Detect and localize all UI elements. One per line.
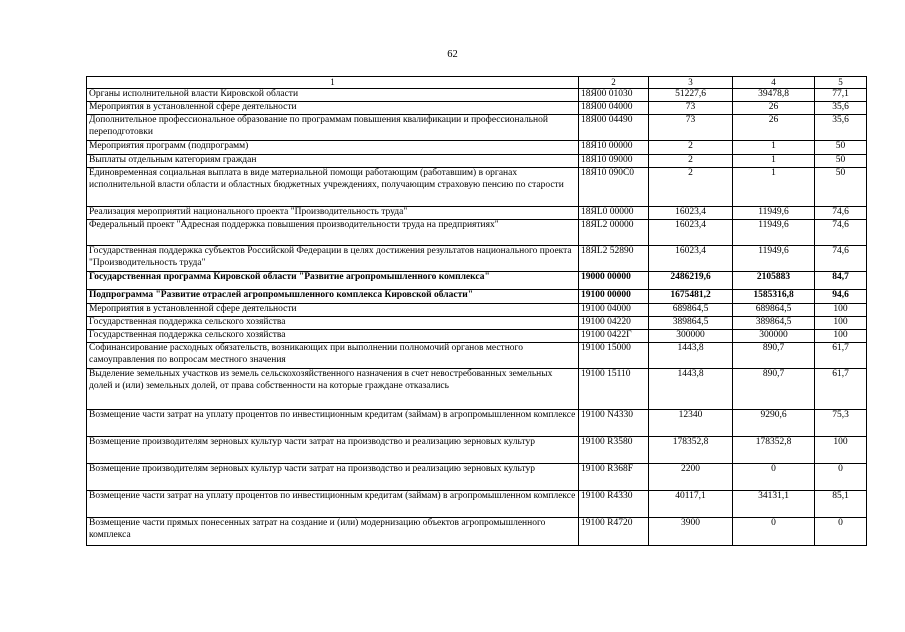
table-row: [87, 168, 867, 207]
planned-amount-cell: 2486219,6: [649, 272, 733, 290]
table-row: [87, 317, 867, 330]
planned-amount-cell: 73: [649, 102, 733, 115]
actual-amount-cell: 1: [733, 155, 815, 168]
row-name-cell: Возмещение производителям зерновых культур части затрат на производство и реализацию зерновых культур: [87, 464, 579, 491]
planned-amount-cell: 1675481,2: [649, 290, 733, 304]
actual-amount-cell: 1: [733, 168, 815, 207]
actual-amount-cell: 890,7: [733, 369, 815, 410]
percent-cell: 100: [815, 330, 867, 343]
column-header: 5: [815, 77, 867, 89]
row-name-cell: Органы исполнительной власти Кировской области: [87, 89, 579, 102]
planned-amount-cell: 73: [649, 115, 733, 141]
row-name-cell: Государственная поддержка сельского хозяйства: [87, 330, 579, 343]
percent-cell: 100: [815, 304, 867, 317]
budget-code-cell: 19100 04220: [579, 317, 649, 330]
budget-code-cell: 19100 04000: [579, 304, 649, 317]
table-body: [87, 89, 867, 546]
row-name-cell: Выделение земельных участков из земель сельскохозяйственного назначения в счет невостребованных земельных долей и (или) земельных долей, от права собственности на которые граждане отказались: [87, 369, 579, 410]
table-row: [87, 272, 867, 290]
budget-code-cell: 18Я00 01030: [579, 89, 649, 102]
budget-code-cell: 19100 0422Г: [579, 330, 649, 343]
planned-amount-cell: 51227,6: [649, 89, 733, 102]
planned-amount-cell: 2: [649, 155, 733, 168]
budget-code-cell: 18Я10 00000: [579, 141, 649, 155]
table-row: [87, 464, 867, 491]
budget-code-cell: 18Я10 09000: [579, 155, 649, 168]
actual-amount-cell: 11949,6: [733, 207, 815, 220]
actual-amount-cell: 1585316,8: [733, 290, 815, 304]
table-row: [87, 290, 867, 304]
actual-amount-cell: 34131,1: [733, 491, 815, 518]
row-name-cell: Государственная поддержка сельского хозяйства: [87, 317, 579, 330]
percent-cell: 61,7: [815, 369, 867, 410]
table-row: [87, 437, 867, 464]
percent-cell: 0: [815, 464, 867, 491]
percent-cell: 50: [815, 168, 867, 207]
percent-cell: 100: [815, 437, 867, 464]
row-name-cell: Софинансирование расходных обязательств, возникающих при выполнении полномочий органов местного самоуправления по вопросам местного значения: [87, 343, 579, 369]
table-row: [87, 330, 867, 343]
column-header: 2: [579, 77, 649, 89]
actual-amount-cell: 11949,6: [733, 220, 815, 246]
table-row: [87, 207, 867, 220]
budget-code-cell: 19100 15000: [579, 343, 649, 369]
actual-amount-cell: 689864,5: [733, 304, 815, 317]
percent-cell: 77,1: [815, 89, 867, 102]
actual-amount-cell: 26: [733, 102, 815, 115]
planned-amount-cell: 1443,8: [649, 369, 733, 410]
percent-cell: 100: [815, 317, 867, 330]
percent-cell: 94,6: [815, 290, 867, 304]
percent-cell: 74,6: [815, 246, 867, 272]
table-row: [87, 518, 867, 546]
planned-amount-cell: 16023,4: [649, 246, 733, 272]
planned-amount-cell: 40117,1: [649, 491, 733, 518]
actual-amount-cell: 389864,5: [733, 317, 815, 330]
budget-code-cell: 19100 R4330: [579, 491, 649, 518]
budget-code-cell: 19100 15110: [579, 369, 649, 410]
planned-amount-cell: 689864,5: [649, 304, 733, 317]
actual-amount-cell: 26: [733, 115, 815, 141]
budget-code-cell: 19100 R3580: [579, 437, 649, 464]
percent-cell: 74,6: [815, 220, 867, 246]
table-row: [87, 491, 867, 518]
actual-amount-cell: 300000: [733, 330, 815, 343]
actual-amount-cell: 9290,6: [733, 410, 815, 437]
row-name-cell: Реализация мероприятий национального проекта "Производительность труда": [87, 207, 579, 220]
budget-code-cell: 18Я00 04000: [579, 102, 649, 115]
budget-code-cell: 19100 N4330: [579, 410, 649, 437]
percent-cell: 50: [815, 155, 867, 168]
budget-code-cell: 19100 00000: [579, 290, 649, 304]
table-row: [87, 102, 867, 115]
table-row: [87, 220, 867, 246]
budget-code-cell: 18Я10 090С0: [579, 168, 649, 207]
table-row: [87, 410, 867, 437]
percent-cell: 74,6: [815, 207, 867, 220]
column-header: 4: [733, 77, 815, 89]
row-name-cell: Дополнительное профессиональное образование по программам повышения квалификации и профессиональной переподготовки: [87, 115, 579, 141]
page-number: 62: [447, 49, 458, 60]
actual-amount-cell: 1: [733, 141, 815, 155]
row-name-cell: Мероприятия программ (подпрограмм): [87, 141, 579, 155]
row-name-cell: Возмещение части затрат на уплату процентов по инвестиционным кредитам (займам) в агропромышленном комплексе: [87, 410, 579, 437]
row-name-cell: Возмещение части затрат на уплату процентов по инвестиционным кредитам (займам) в агропромышленном комплексе: [87, 491, 579, 518]
row-name-cell: Государственная поддержка субъектов Российской Федерации в целях достижения результатов национального проекта "Производительность труда": [87, 246, 579, 272]
budget-code-cell: 19000 00000: [579, 272, 649, 290]
planned-amount-cell: 300000: [649, 330, 733, 343]
actual-amount-cell: 0: [733, 518, 815, 546]
planned-amount-cell: 12340: [649, 410, 733, 437]
actual-amount-cell: 890,7: [733, 343, 815, 369]
percent-cell: 0: [815, 518, 867, 546]
table-row: [87, 246, 867, 272]
actual-amount-cell: 2105883: [733, 272, 815, 290]
percent-cell: 84,7: [815, 272, 867, 290]
row-name-cell: Единовременная социальная выплата в виде материальной помощи работающим (работавшим) в органах исполнительной власти области и областных бюджетных учреждениях, получающим страховую пенсию по старости: [87, 168, 579, 207]
planned-amount-cell: 16023,4: [649, 220, 733, 246]
percent-cell: 85,1: [815, 491, 867, 518]
planned-amount-cell: 2: [649, 168, 733, 207]
planned-amount-cell: 16023,4: [649, 207, 733, 220]
planned-amount-cell: 2: [649, 141, 733, 155]
actual-amount-cell: 11949,6: [733, 246, 815, 272]
column-header: 3: [649, 77, 733, 89]
table-row: [87, 343, 867, 369]
budget-code-cell: 18ЯL2 52890: [579, 246, 649, 272]
planned-amount-cell: 178352,8: [649, 437, 733, 464]
table-row: [87, 89, 867, 102]
row-name-cell: Возмещение части прямых понесенных затрат на создание и (или) модернизацию объектов агропромышленного комплекса: [87, 518, 579, 546]
table-row: [87, 141, 867, 155]
percent-cell: 75,3: [815, 410, 867, 437]
row-name-cell: Выплаты отдельным категориям граждан: [87, 155, 579, 168]
row-name-cell: Возмещение производителям зерновых культур части затрат на производство и реализацию зерновых культур: [87, 437, 579, 464]
column-number-row: [87, 77, 867, 89]
budget-table: [86, 76, 867, 546]
planned-amount-cell: 3900: [649, 518, 733, 546]
planned-amount-cell: 389864,5: [649, 317, 733, 330]
percent-cell: 35,6: [815, 115, 867, 141]
row-name-cell: Федеральный проект "Адресная поддержка повышения производительности труда на предприятиях": [87, 220, 579, 246]
percent-cell: 50: [815, 141, 867, 155]
actual-amount-cell: 39478,8: [733, 89, 815, 102]
actual-amount-cell: 0: [733, 464, 815, 491]
table-row: [87, 304, 867, 317]
budget-code-cell: 18Я00 04490: [579, 115, 649, 141]
budget-code-cell: 18ЯL2 00000: [579, 220, 649, 246]
percent-cell: 35,6: [815, 102, 867, 115]
budget-code-cell: 19100 R4720: [579, 518, 649, 546]
budget-code-cell: 18ЯL0 00000: [579, 207, 649, 220]
actual-amount-cell: 178352,8: [733, 437, 815, 464]
table-row: [87, 115, 867, 141]
row-name-cell: Подпрограмма "Развитие отраслей агропромышленного комплекса Кировской области": [87, 290, 579, 304]
row-name-cell: Государственная программа Кировской области "Развитие агропромышленного комплекса": [87, 272, 579, 290]
budget-code-cell: 19100 R368F: [579, 464, 649, 491]
table-row: [87, 155, 867, 168]
row-name-cell: Мероприятия в установленной сфере деятельности: [87, 102, 579, 115]
percent-cell: 61,7: [815, 343, 867, 369]
row-name-cell: Мероприятия в установленной сфере деятельности: [87, 304, 579, 317]
column-header: 1: [87, 77, 579, 89]
planned-amount-cell: 2200: [649, 464, 733, 491]
planned-amount-cell: 1443,8: [649, 343, 733, 369]
table-row: [87, 369, 867, 410]
